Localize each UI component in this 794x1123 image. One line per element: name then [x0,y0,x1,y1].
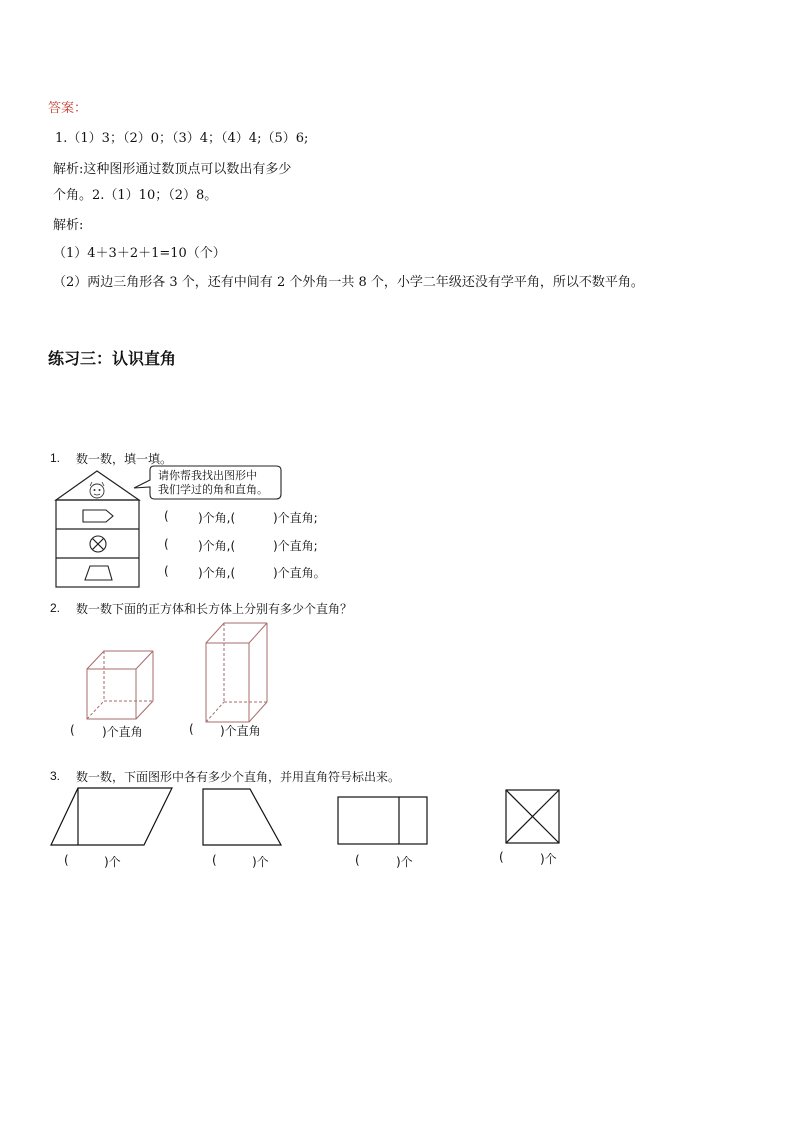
answer-line-1: 1.（1）3；（2）0；（3）4；（4）4;（5）6; [55,131,309,146]
answer-line-3: 个角。2.（1）10；（2）8。 [53,188,218,203]
q1-row2-mid: )个角,( [198,539,236,553]
bubble-line-1: 请你帮我找出图形中 [158,469,257,482]
q3-blank1-open: ( [64,853,69,867]
answer-label: 答案： [48,101,88,116]
q2-text: 数一数下面的正方体和长方体上分别有多少个直角？ [76,602,353,616]
q2-cuboid-label: )个直角 [220,724,261,738]
square-diagonals-figure [506,790,559,843]
q3-blank3-close: )个 [396,855,413,869]
q3-blank4-close: )个 [540,852,557,866]
answer-line-6: （2）两边三角形各 3 个，还有中间有 2 个外角一共 8 个，小学二年级还没有学平角，所以不数平角。 [53,275,644,290]
trapezoid-figure [203,789,281,845]
q2-number: 2. [50,601,61,615]
q1-row1-mid: )个角,( [198,511,236,525]
q1-text: 数一数，填一填。 [76,452,173,466]
parallelogram-figure [51,788,172,845]
q2-cube-open: ( [70,723,75,737]
q1-number: 1. [50,451,61,465]
q3-blank1-close: )个 [104,855,121,869]
q2-cube-label: )个直角 [102,725,143,739]
q1-row3-open: ( [164,564,169,578]
q3-number: 3. [50,769,61,783]
q1-row3-mid: )个角,( [198,566,236,580]
q3-blank2-close: )个 [252,855,269,869]
divided-rectangle-figure [338,797,427,844]
answer-line-5: （1）4＋3＋2＋1=10（个） [53,246,226,261]
bubble-line-2: 我们学过的角和直角。 [158,483,268,496]
q3-blank4-open: ( [499,850,504,864]
q2-cuboid-open: ( [189,722,194,736]
q1-row2-end: )个直角; [273,539,318,553]
exercise-title: 练习三：认识直角 [48,349,177,368]
q3-text: 数一数，下面图形中各有多少个直角，并用直角符号标出来。 [76,770,401,784]
q3-blank2-open: ( [212,853,217,867]
answer-line-2: 解析:这种图形通过数顶点可以数出有多少 [53,162,292,177]
q1-row1-open: ( [164,509,169,523]
q1-row1-end: )个直角; [273,511,318,525]
q3-blank3-open: ( [355,853,360,867]
q1-row2-open: ( [164,537,169,551]
answer-line-4: 解析: [53,218,84,233]
q1-row3-end: )个直角。 [273,566,326,580]
